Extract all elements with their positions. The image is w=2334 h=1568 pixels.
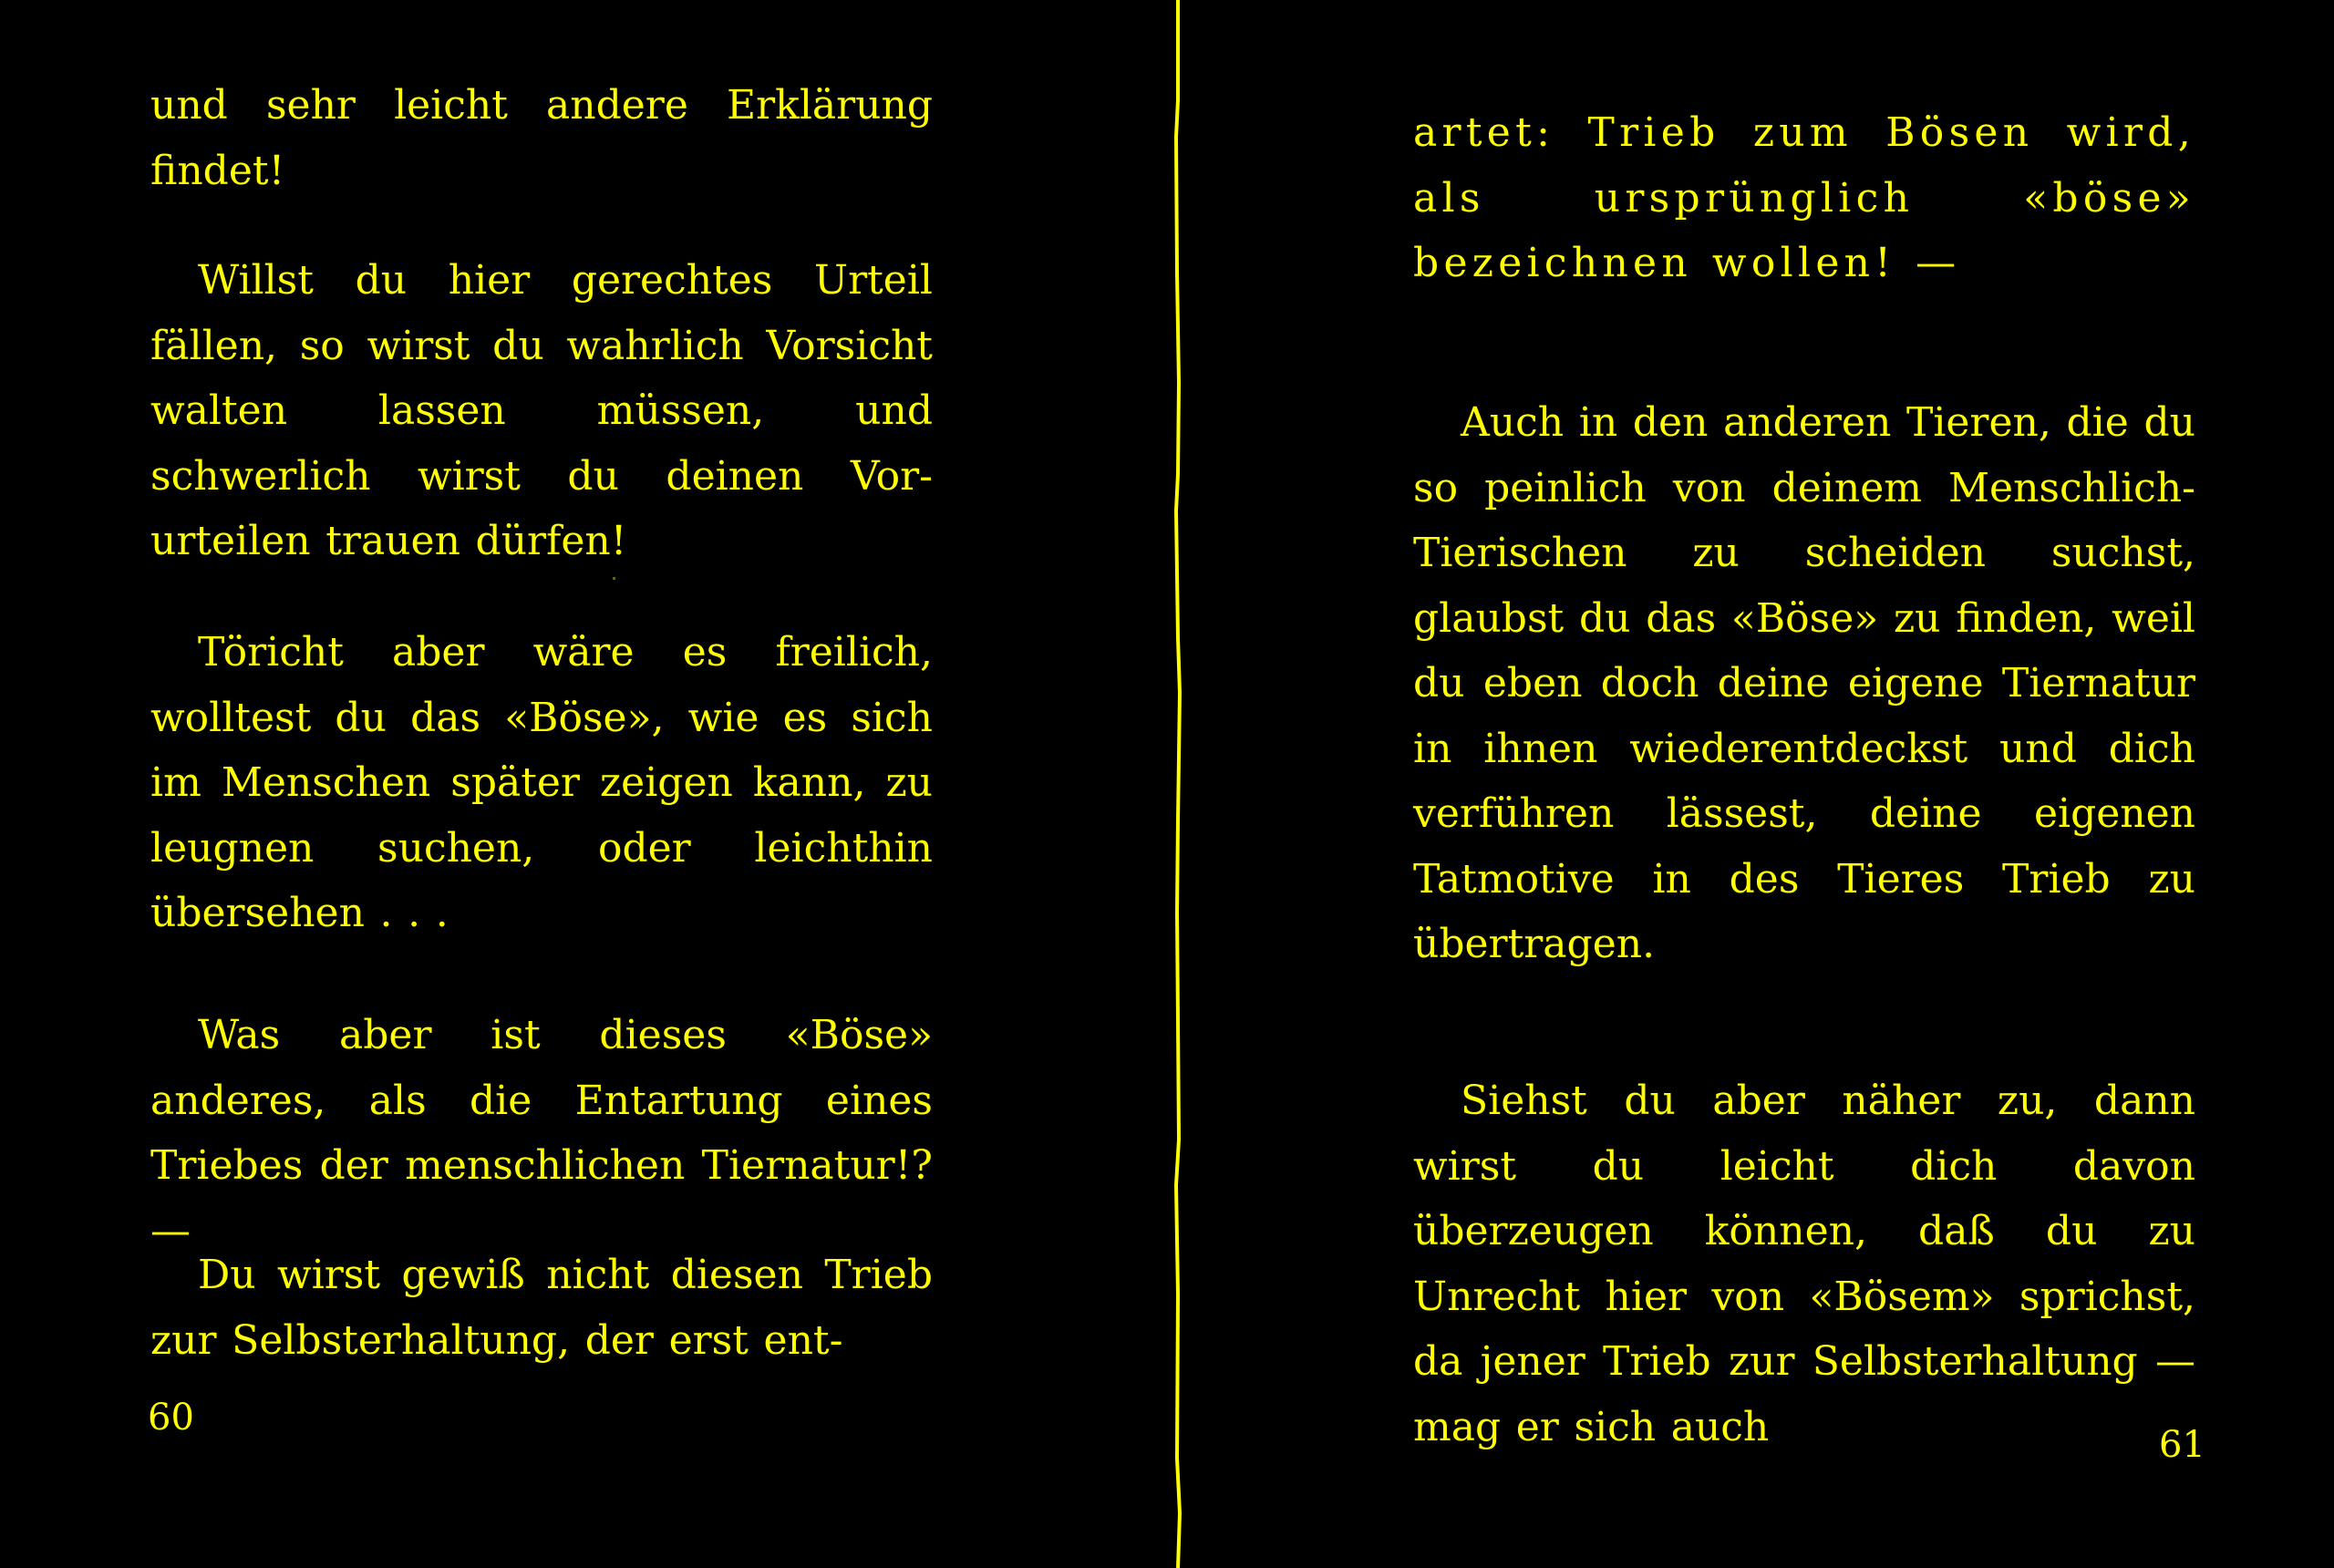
paragraph: Siehst du aber näher zu, dann wirst du leicht dich davon überzeugen können, daß du zu Unrecht hier von «Bösem» sprichst, da jener Trieb zur Selbsterhaltung — mag er sich auch xyxy=(1413,1078,2195,1450)
paragraph: und sehr leicht andere Erklärung findet! xyxy=(150,82,933,194)
paragraph: Was aber ist dieses «Böse» anderes, als die Entartung eines Triebes der menschlichen Tiernatur!? — xyxy=(150,1012,933,1254)
right-page xyxy=(1176,0,2334,1568)
paragraph: artet: Trieb zum Bösen wird, als ursprünglich «böse» bezeichnen wollen! — xyxy=(1413,109,2195,286)
paragraph: Du wirst gewiß nicht diesen Trieb zur Selbsterhaltung, der erst ent- xyxy=(150,1252,933,1364)
speck xyxy=(613,577,615,580)
page-number: 60 xyxy=(148,1397,194,1439)
page-number: 61 xyxy=(2159,1424,2205,1466)
paragraph: Willst du hier gerechtes Urteil fällen, so wirst du wahrlich Vorsicht walten lassen müssen, und schwerlich wirst du deinen Vor-urteilen trauen dürfen! xyxy=(150,257,933,564)
paragraph: Töricht aber wäre es freilich, wolltest du das «Böse», wie es sich im Menschen später zeigen kann, zu leugnen suchen, oder leichthin übersehen . . . xyxy=(150,629,933,936)
paragraph: Auch in den anderen Tieren, die du so peinlich von deinem Menschlich-Tierischen zu scheiden suchst, glaubst du das «Böse» zu finden, weil du eben doch deine eigene Tiernatur in ihnen wiederentdeckst und dich verführen lässest, deine eigenen Tatmotive in des Tieres Trieb zu übertragen. xyxy=(1413,399,2195,967)
